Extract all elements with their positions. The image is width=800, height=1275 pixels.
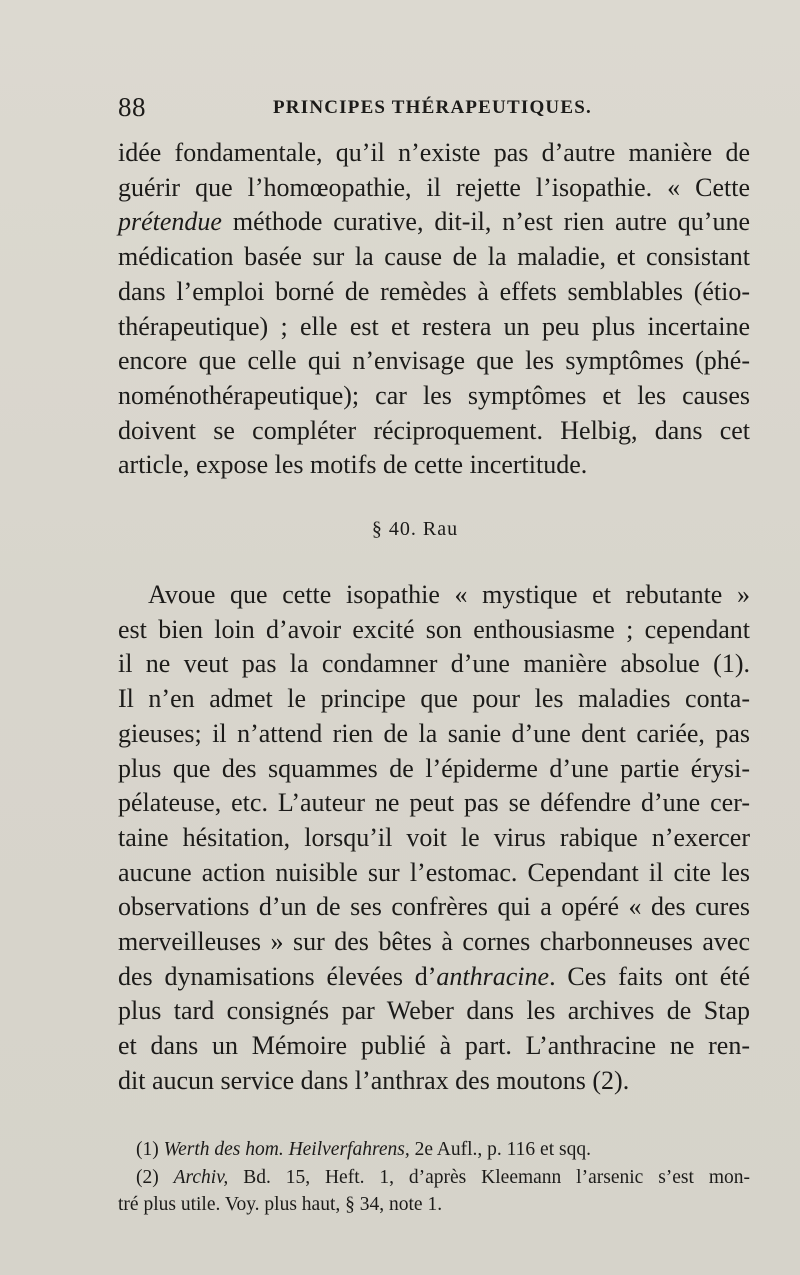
paragraph-2 [118, 578, 750, 1099]
text-line: Avoue que cette isopathie « mystique et rebutante » [148, 580, 750, 609]
footnotes [118, 1136, 750, 1219]
text-line: guérir que l’homœopathie, il rejette l’isopathie. « Cette [118, 172, 750, 202]
text-line: médication basée sur la cause de la maladie, et consistant [118, 242, 750, 272]
text-line: est bien loin d’avoir excité son enthousiasme ; cependant [118, 614, 750, 644]
text-line: merveilleuses » sur des bêtes à cornes charbonneuses avec [118, 927, 750, 957]
text-line: plus tard consignés par Weber dans les archives de Stap [118, 996, 750, 1026]
text-line: doivent se compléter réciproquement. Helbig, dans cet [118, 415, 750, 445]
paragraph-1 [118, 136, 750, 483]
text-line: taine hésitation, lorsqu’il voit le virus rabique n’exercer [118, 822, 750, 852]
page-number: 88 [118, 92, 146, 122]
italic-word: anthracine [436, 961, 550, 991]
page-header [118, 92, 750, 124]
text-line: plus que des squammes de l’épiderme d’une partie érysi- [118, 753, 750, 783]
text-line: dit aucun service dans l’anthrax des moutons (2). [118, 1065, 630, 1095]
text-line: aucune action nuisible sur l’estomac. Cependant il cite les [118, 857, 750, 887]
italic-word: prétendue [118, 207, 222, 237]
text-line: gieuses; il n’attend rien de la sanie d’une dent cariée, pas [118, 718, 750, 748]
section-heading: § 40. Rau [371, 518, 459, 540]
text-line: dans l’emploi borné de remèdes à effets semblables (étio- [118, 276, 750, 306]
text-line: prétendue méthode curative, dit-il, n’est rien autre qu’une [118, 207, 750, 237]
text-line: pélateuse, etc. L’auteur ne peut pas se défendre d’une cer- [118, 788, 750, 818]
text-line: et dans un Mémoire publié à part. L’anthracine ne ren- [118, 1031, 750, 1061]
text-line: noménothérapeutique); car les symptômes et les causes [118, 380, 750, 410]
footnote-2-continued: tré plus utile. Voy. plus haut, § 34, note 1. [118, 1194, 443, 1215]
text-line: observations d’un de ses confrères qui a opéré « des cures [118, 892, 750, 922]
text-line: des dynamisations élevées d’anthracine. Ces faits ont été [118, 961, 751, 991]
footnote-1: (1) Werth des hom. Heilverfahrens, 2e Aufl., p. 116 et sqq. [136, 1139, 591, 1160]
text-line: encore que celle qui n’envisage que les symptômes (phé- [118, 346, 750, 376]
footnote-2: (2) Archiv, Bd. 15, Heft. 1, d’après Kleemann l’arsenic s’est mon- [136, 1166, 750, 1188]
text-line: article, expose les motifs de cette incertitude. [118, 450, 588, 480]
running-title: PRINCIPES THÉRAPEUTIQUES. [273, 97, 592, 118]
text-line: il ne veut pas la condamner d’une manière absolue (1). [118, 649, 750, 679]
text-line: idée fondamentale, qu’il n’existe pas d’autre manière de [118, 138, 750, 167]
text-line: Il n’en admet le principe que pour les maladies conta- [118, 684, 750, 714]
text-line: thérapeutique) ; elle est et restera un peu plus incertaine [118, 311, 750, 341]
